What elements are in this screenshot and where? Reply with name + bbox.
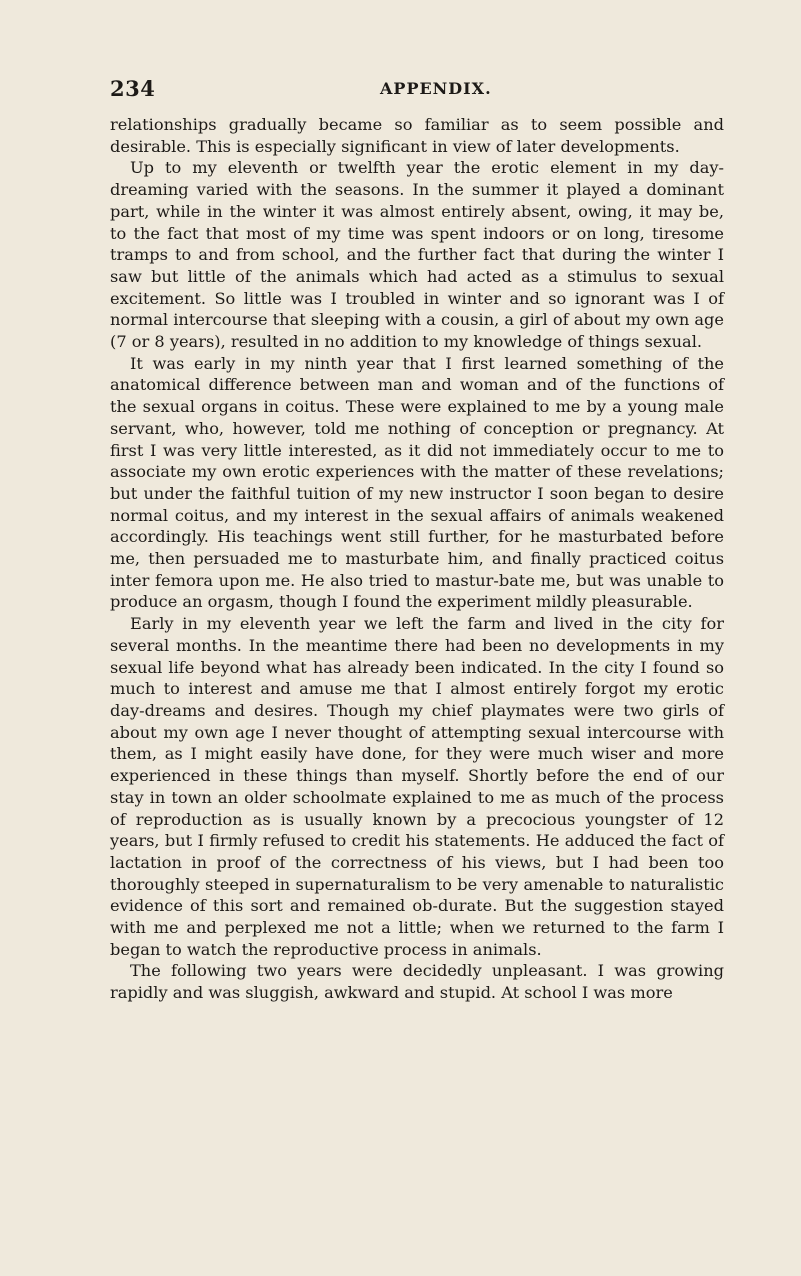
- paragraph-daydreaming-seasons: Up to my eleventh or twelfth year the erotic element in my day-dreaming varied with the seasons. In the summer it played a dominant part, while in the winter it was almost entirely absent, owing, it may be, to the fact that most of my time was spent indoors or on long, tiresome tramps to and from school, and the further fact that during the winter I saw but little of the animals which had acted as a stimulus to sexual excitement. So little was I troubled in winter and so ignorant was I of normal intercourse that sleeping with a cousin, a girl of about my own age (7 or 8 years), resulted in no addition to my knowledge of things sexual.: [110, 158, 724, 352]
- paragraph-continued: relationships gradually became so familiar as to seem possible and desirable. This is especially significant in view of later developments.: [110, 115, 724, 156]
- running-title: APPENDIX.: [380, 79, 492, 98]
- page-number: 234: [110, 76, 156, 101]
- paragraph-city-stay: Early in my eleventh year we left the farm and lived in the city for several months. In the meantime there had been no developments in my sexual life beyond what has already been indicated. In the city I found so much to interest and amuse me that I almost entirely forgot my erotic day-dreams and desires. Though my chief playmates were two girls of about my own age I never thought of attempting sexual intercourse with them, as I might easily have done, for they were much wiser and more experienced in these things than myself. Shortly before the end of our stay in town an older schoolmate explained to me as much of the process of reproduction as is usually known by a precocious youngster of 12 years, but I firmly refused to credit his statements. He adduced the fact of lactation in proof of the correctness of his views, but I had been too thoroughly steeped in supernaturalism to be very amenable to naturalistic evidence of this sort and remained ob-durate. But the suggestion stayed with me and perplexed me not a little; when we returned to the farm I began to watch the reproductive process in animals.: [110, 614, 724, 959]
- paragraph-following-years: The following two years were decidedly unpleasant. I was growing rapidly and was sluggish, awkward and stupid. At school I was more: [110, 961, 724, 1003]
- paragraph-ninth-year: It was early in my ninth year that I first learned something of the anatomical difference between man and woman and of the functions of the sexual organs in coitus. These were explained to me by a young male servant, who, however, told me nothing of conception or pregnancy. At first I was very little interested, as it did not immediately occur to me to associate my own erotic experiences with the matter of these revelations; but under the faithful tuition of my new instructor I soon began to desire normal coitus, and my interest in the sexual affairs of animals weakened accordingly. His teachings went still further, for he masturbated before me, then persuaded me to masturbate him, and finally practiced coitus inter femora upon me. He also tried to mastur-bate me, but was unable to produce an orgasm, though I found the experiment mildly pleasurable.: [110, 353, 724, 612]
- body-text: [110, 114, 724, 1004]
- running-head: [110, 76, 724, 110]
